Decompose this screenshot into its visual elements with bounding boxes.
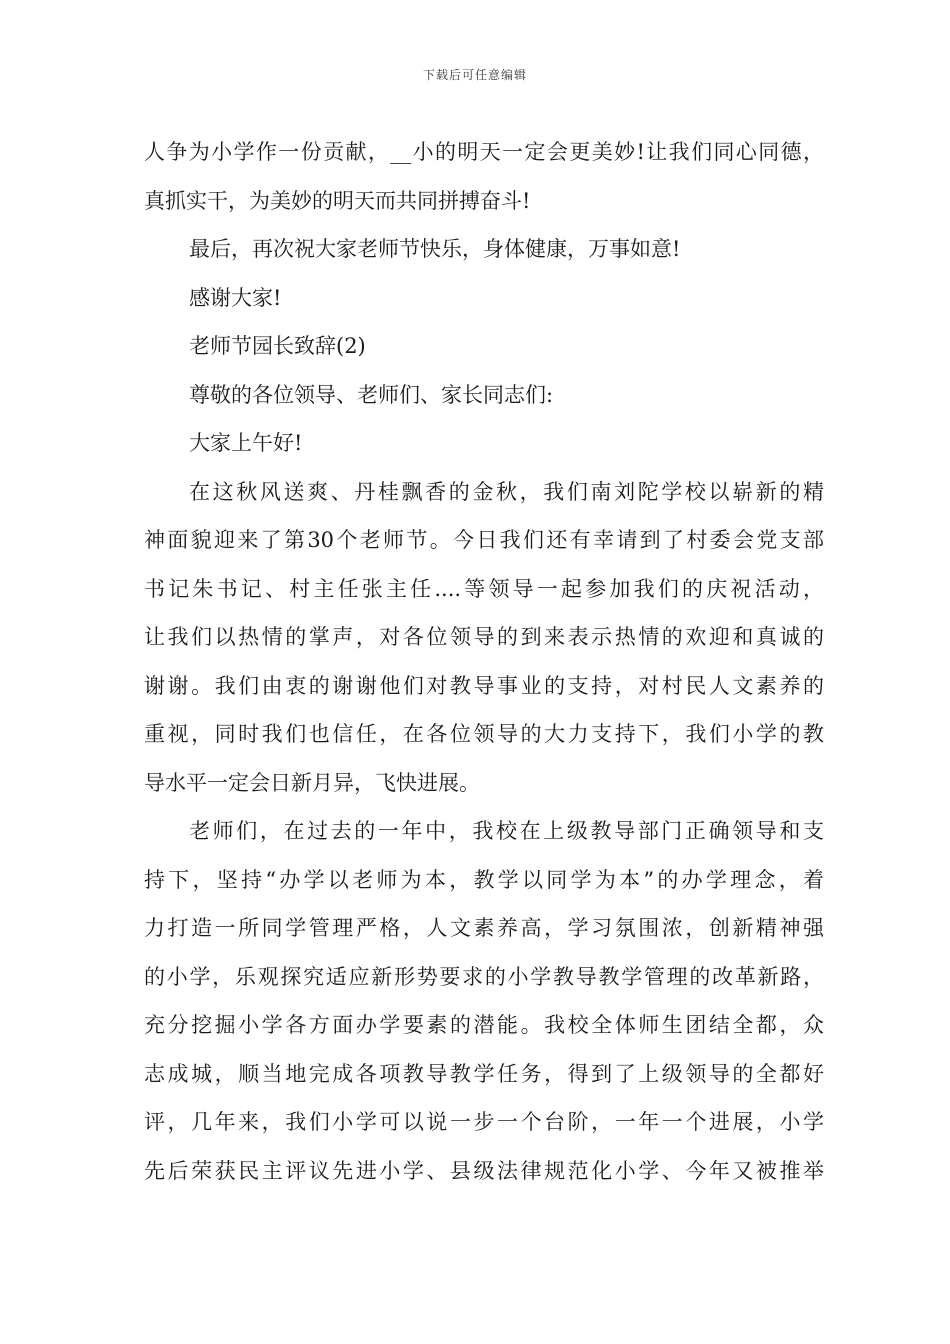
text-line: 感谢大家!	[189, 285, 282, 310]
text-line: 老师们，在过去的一年中，我校在上级教导部门正确领导和支	[189, 819, 824, 843]
text-line: 充分挖掘小学各方面办学要素的潜能。我校全体师生团结全都，众	[144, 1013, 824, 1037]
text-line: 老师节园长致辞(2)	[189, 334, 366, 358]
text-line: 书记朱书记、村主任张主任....等领导一起参加我们的庆祝活动，	[144, 576, 824, 601]
document-body	[144, 128, 824, 1195]
text-line: 导水平一定会日新月异，飞快进展。	[144, 770, 480, 795]
page-header: 下载后可任意编辑	[422, 68, 527, 82]
text-line: 持下，坚持“办学以老师为本，教学以同学为本”的办学理念，着	[144, 867, 824, 892]
text-line: 在这秋风送爽、丹桂飘香的金秋，我们南刘陀学校以崭新的精	[189, 479, 824, 504]
text-line: 的小学，乐观探究适应新形势要求的小学教导教学管理的改革新路，	[144, 964, 824, 989]
text-line: 让我们以热情的掌声，对各位领导的到来表示热情的欢迎和真诚的	[144, 625, 824, 649]
text-line: 先后荣获民主评议先进小学、县级法律规范化小学、今年又被推举	[144, 1158, 824, 1183]
text-line: 最后，再次祝大家老师节快乐，身体健康，万事如意!	[189, 237, 681, 261]
text-line: 重视，同时我们也信任，在各位领导的大力支持下，我们小学的教	[144, 722, 824, 746]
text-line: 真抓实干，为美妙的明天而共同拼搏奋斗!	[144, 188, 531, 213]
text-line: 大家上午好!	[189, 431, 303, 455]
text-line: 神面貌迎来了第30个老师节。今日我们还有幸请到了村委会党支部	[144, 528, 824, 552]
text-line: 评，几年来，我们小学可以说一步一个台阶，一年一个进展，小学	[144, 1110, 824, 1134]
text-line: 尊敬的各位领导、老师们、家长同志们:	[189, 382, 554, 407]
text-line: 人争为小学作一份贡献，__小的明天一定会更美妙!让我们同心同德，	[144, 140, 824, 164]
text-line: 力打造一所同学管理严格，人文素养高，学习氛围浓，创新精神强	[144, 916, 824, 940]
text-line: 志成城，顺当地完成各项教导教学任务，得到了上级领导的全都好	[144, 1061, 824, 1086]
text-line: 谢谢。我们由衷的谢谢他们对教导事业的支持，对村民人文素养的	[144, 673, 824, 698]
